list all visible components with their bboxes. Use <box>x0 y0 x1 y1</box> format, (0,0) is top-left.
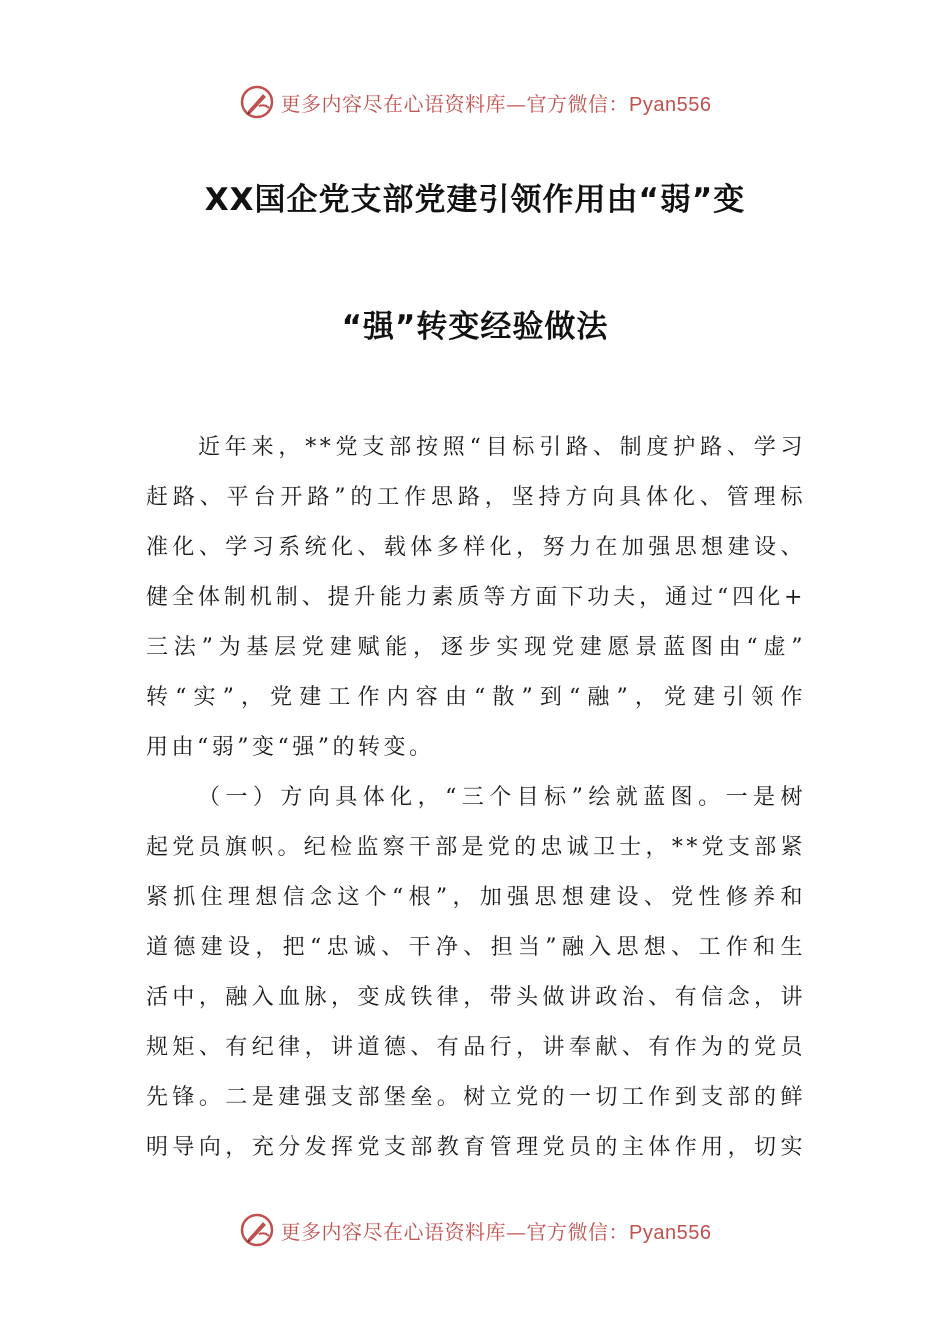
paragraph-line: 准化、学习系统化、载体多样化，努力在加强思想建设、 <box>146 535 806 560</box>
paragraph-line: 三法”为基层党建赋能，逐步实现党建愿景蓝图由“虚” <box>146 635 806 660</box>
paragraph-line: 明导向，充分发挥党支部教育管理党员的主体作用，切实 <box>146 1135 806 1160</box>
wechat-id-bottom: Pyan556 <box>629 1221 712 1244</box>
paragraph-line: 活中，融入血脉，变成铁律，带头做讲政治、有信念，讲 <box>146 985 806 1010</box>
paragraph-line: 用由“弱”变“强”的转变。 <box>146 735 435 760</box>
paragraph-2 <box>146 773 806 1173</box>
watermark-banner-bottom <box>0 1208 950 1252</box>
document-title-line-2: “强”转变经验做法 <box>341 309 609 345</box>
paragraph-line: 健全体制机制、提升能力素质等方面下功夫，通过“四化+ <box>146 585 806 610</box>
paragraph-line: 赶路、平台开路”的工作思路，坚持方向具体化、管理标 <box>146 485 806 510</box>
paragraph-line: 先锋。二是建强支部堡垒。树立党的一切工作到支部的鲜 <box>146 1085 806 1110</box>
paragraph-1 <box>146 423 806 773</box>
pen-logo-icon <box>239 1212 275 1248</box>
wechat-id-top: Pyan556 <box>629 93 712 116</box>
paragraph-line: 转“实”，党建工作内容由“散”到“融”，党建引领作 <box>146 685 806 710</box>
watermark-text-top: 更多内容尽在心语资料库—官方微信：Pyan556 <box>280 91 712 116</box>
document-title-line-1: XX国企党支部党建引领作用由“弱”变 <box>204 182 746 218</box>
watermark-banner-top <box>0 80 950 124</box>
paragraph-line: 规矩、有纪律，讲道德、有品行，讲奉献、有作为的党员 <box>146 1035 806 1060</box>
paragraph-line: （一）方向具体化，“三个目标”绘就蓝图。一是树 <box>198 785 806 810</box>
paragraph-line: 起党员旗帜。纪检监察干部是党的忠诚卫士，**党支部紧 <box>146 835 806 860</box>
pen-logo-icon <box>239 84 275 120</box>
paragraph-line: 道德建设，把“忠诚、干净、担当”融入思想、工作和生 <box>146 935 806 960</box>
paragraph-line: 紧抓住理想信念这个“根”，加强思想建设、党性修养和 <box>146 885 806 910</box>
paragraph-line: 近年来，**党支部按照“目标引路、制度护路、学习 <box>198 435 806 460</box>
watermark-text-bottom: 更多内容尽在心语资料库—官方微信：Pyan556 <box>280 1219 712 1244</box>
